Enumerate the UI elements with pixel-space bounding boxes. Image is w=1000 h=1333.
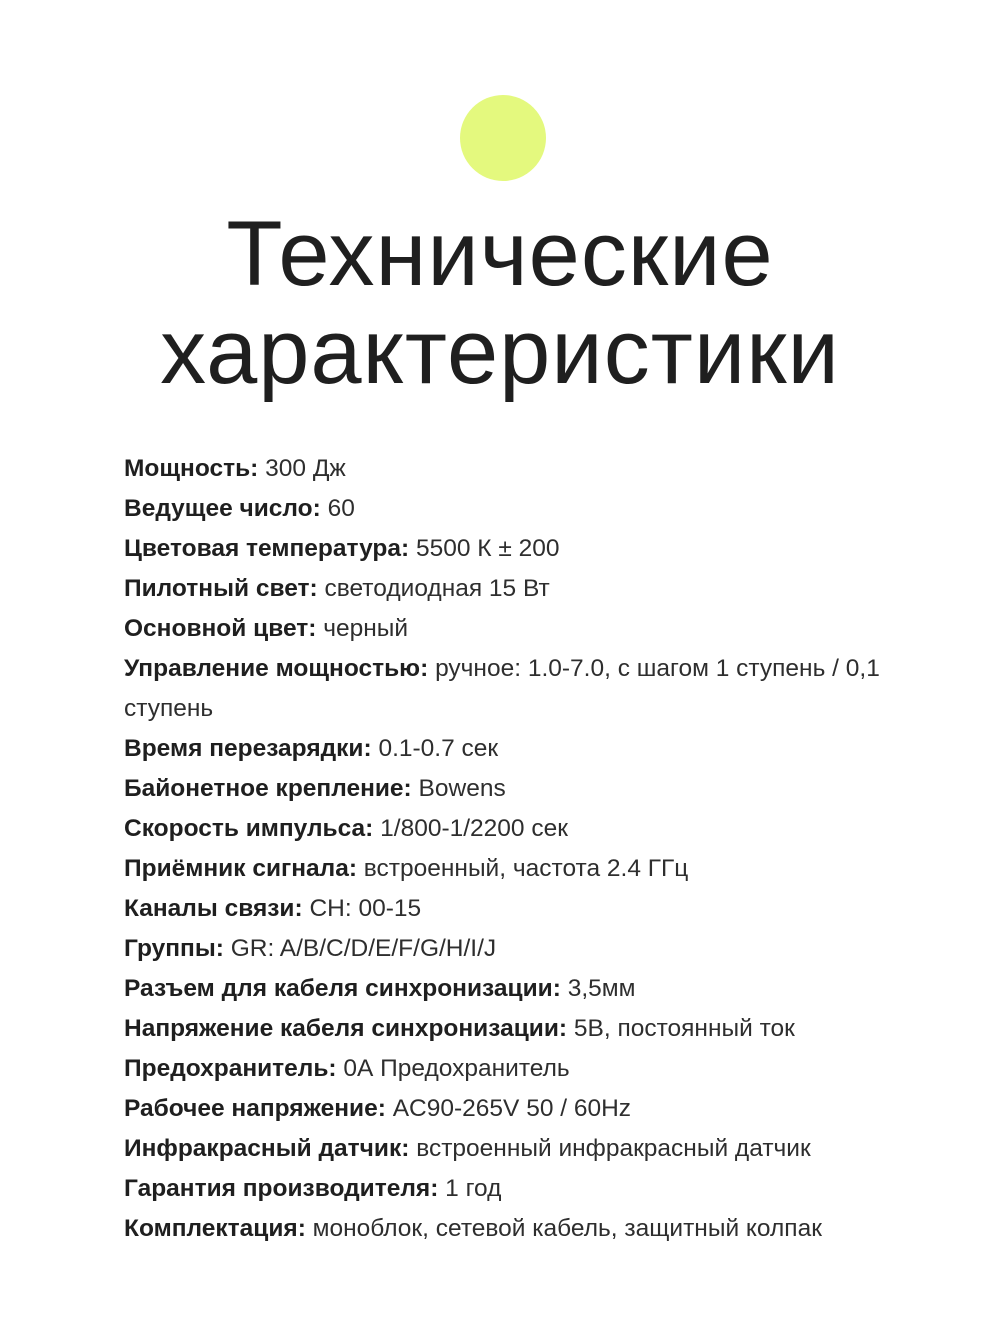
spec-key: Гарантия производителя:: [124, 1175, 439, 1202]
spec-row: [124, 1049, 904, 1089]
spec-row: [124, 489, 904, 529]
spec-key: Предохранитель:: [124, 1055, 337, 1082]
spec-row: [124, 1209, 904, 1249]
spec-row: [124, 929, 904, 969]
spec-row: [124, 529, 904, 569]
spec-row: [124, 1089, 904, 1129]
spec-list: [124, 449, 904, 1249]
spec-key: Приёмник сигнала:: [124, 855, 357, 882]
spec-value: 3,5мм: [567, 975, 636, 1002]
spec-key: Управление мощностью:: [124, 655, 429, 682]
spec-value: светодиодная 15 Вт: [324, 575, 550, 602]
spec-value: 5500 К ± 200: [415, 535, 560, 562]
spec-row: [124, 1129, 904, 1169]
page-title-line-1: Технические: [226, 203, 774, 305]
spec-value: встроенный, частота 2.4 ГГц: [363, 855, 689, 882]
spec-row: [124, 849, 904, 889]
spec-key: Цветовая температура:: [124, 535, 410, 562]
spec-value: моноблок, сетевой кабель, защитный колпак: [312, 1215, 822, 1242]
spec-key: Каналы связи:: [124, 895, 303, 922]
spec-value: черный: [323, 615, 409, 642]
spec-key: Байонетное крепление:: [124, 775, 412, 802]
accent-dot: [460, 95, 546, 181]
page-title: [0, 205, 1000, 401]
spec-value: 1 год: [445, 1175, 502, 1202]
spec-key: Разъем для кабеля синхронизации:: [124, 975, 561, 1002]
spec-row: [124, 649, 904, 729]
spec-value: 1/800-1/2200 сек: [380, 815, 568, 842]
spec-value: 300 Дж: [265, 455, 346, 482]
spec-key: Время перезарядки:: [124, 735, 372, 762]
page-title-line-2: характеристики: [160, 301, 840, 403]
spec-value: 5В, постоянный ток: [573, 1015, 795, 1042]
spec-value: ручное: 1.0-7.0, с шагом 1 ступень / 0,1 ступень: [124, 655, 880, 722]
spec-value: CH: 00-15: [309, 895, 422, 922]
spec-key: Ведущее число:: [124, 495, 321, 522]
spec-key: Комплектация:: [124, 1215, 306, 1242]
spec-key: Основной цвет:: [124, 615, 317, 642]
spec-key: Пилотный свет:: [124, 575, 318, 602]
spec-value: Bowens: [418, 775, 506, 802]
spec-key: Напряжение кабеля синхронизации:: [124, 1015, 568, 1042]
spec-value: 60: [327, 495, 355, 522]
spec-row: [124, 609, 904, 649]
spec-row: [124, 1009, 904, 1049]
spec-key: Мощность:: [124, 455, 259, 482]
spec-row: [124, 729, 904, 769]
spec-row: [124, 569, 904, 609]
spec-value: 0А Предохранитель: [343, 1055, 570, 1082]
spec-row: [124, 809, 904, 849]
spec-key: Инфракрасный датчик:: [124, 1135, 410, 1162]
spec-value: 0.1-0.7 сек: [378, 735, 499, 762]
spec-row: [124, 1169, 904, 1209]
spec-row: [124, 449, 904, 489]
spec-key: Рабочее напряжение:: [124, 1095, 386, 1122]
spec-value: AC90-265V 50 / 60Hz: [392, 1095, 632, 1122]
spec-value: GR: A/B/C/D/E/F/G/H/I/J: [230, 935, 497, 962]
spec-key: Скорость импульса:: [124, 815, 374, 842]
spec-row: [124, 969, 904, 1009]
spec-row: [124, 889, 904, 929]
spec-value: встроенный инфракрасный датчик: [416, 1135, 811, 1162]
spec-key: Группы:: [124, 935, 224, 962]
spec-row: [124, 769, 904, 809]
